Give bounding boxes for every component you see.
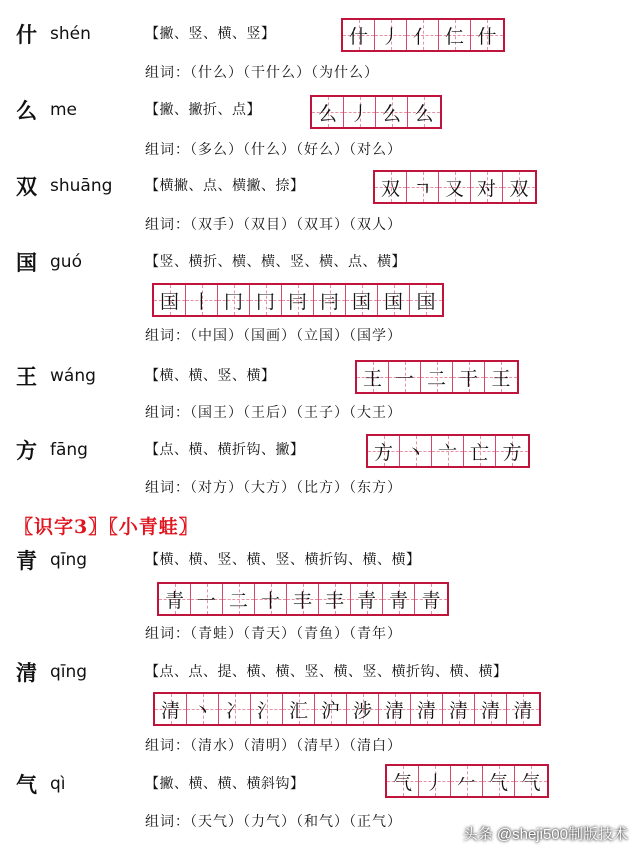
stroke-glyph: 对: [476, 177, 496, 200]
stroke-cell: [379, 694, 411, 724]
stroke-order-text: 【点、横、横折钩、撇】: [145, 442, 305, 458]
stroke-glyph: 双: [509, 177, 529, 200]
stroke-cell: [346, 285, 378, 315]
stroke-cell: [187, 694, 219, 724]
stroke-glyph: 丿: [349, 102, 369, 125]
stroke-cell: [421, 362, 453, 392]
stroke-cell: [344, 97, 376, 127]
stroke-grid: [153, 692, 541, 726]
stroke-cell: [251, 694, 283, 724]
stroke-glyph: 么: [317, 102, 337, 125]
stroke-cell: [419, 766, 451, 796]
stroke-cell: [451, 766, 483, 796]
pinyin: fāng: [50, 440, 88, 460]
stroke-glyph: 国: [383, 290, 403, 313]
stroke-glyph: 王: [491, 367, 511, 390]
stroke-order-text: 【横、横、竖、横】: [145, 368, 276, 384]
stroke-cell: [218, 285, 250, 315]
stroke-cell: [387, 766, 419, 796]
stroke-cell: [443, 694, 475, 724]
stroke-cell: [375, 172, 407, 202]
stroke-glyph: 冂: [255, 290, 275, 313]
stroke-cell: [507, 694, 539, 724]
pinyin: qīng: [50, 662, 88, 682]
stroke-cell: [312, 97, 344, 127]
stroke-glyph: 二: [426, 367, 446, 390]
stroke-cell: [343, 20, 375, 50]
stroke-glyph: 丿: [380, 25, 400, 48]
stroke-glyph: 一: [394, 367, 414, 390]
stroke-cell: [453, 362, 485, 392]
character: 双: [16, 174, 37, 199]
stroke-glyph: 又: [444, 177, 464, 200]
stroke-order-text: 【横、横、竖、横、竖、横折钩、横、横】: [145, 552, 421, 568]
stroke-glyph: 么: [414, 102, 434, 125]
stroke-glyph: 青: [388, 589, 408, 612]
stroke-cell: [475, 694, 507, 724]
stroke-cell: [155, 694, 187, 724]
stroke-glyph: 𠂉: [456, 771, 476, 794]
character: 么: [16, 98, 37, 123]
stroke-cell: [471, 172, 503, 202]
pinyin: shuāng: [50, 176, 113, 196]
stroke-cell: [439, 20, 471, 50]
pinyin: qīng: [50, 550, 88, 570]
stroke-glyph: 国: [159, 290, 179, 313]
stroke-cell: [408, 97, 440, 127]
stroke-glyph: 一: [196, 589, 216, 612]
pinyin: me: [50, 100, 78, 120]
stroke-glyph: 冃: [319, 290, 339, 313]
stroke-glyph: 涉: [352, 699, 372, 722]
stroke-glyph: 丨: [191, 290, 211, 313]
stroke-cell: [485, 362, 517, 392]
stroke-glyph: 冃: [287, 290, 307, 313]
stroke-cell: [282, 285, 314, 315]
stroke-glyph: 清: [448, 699, 468, 722]
stroke-order-text: 【横撇、点、横撇、捺】: [145, 178, 305, 194]
stroke-grid: [355, 360, 519, 394]
stroke-glyph: ㄱ: [413, 177, 432, 200]
stroke-glyph: 二: [228, 589, 248, 612]
stroke-cell: [483, 766, 515, 796]
stroke-glyph: 青: [421, 589, 441, 612]
word-examples: 组词：（清水）（清明）（清早）（清白）: [145, 738, 402, 754]
stroke-glyph: 亻: [412, 25, 432, 48]
stroke-grid: [157, 582, 449, 616]
stroke-cell: [376, 97, 408, 127]
stroke-glyph: 青: [164, 589, 184, 612]
stroke-cell: [378, 285, 410, 315]
stroke-glyph: 双: [380, 177, 400, 200]
stroke-glyph: 清: [416, 699, 436, 722]
stroke-glyph: 清: [513, 699, 533, 722]
stroke-glyph: 仁: [444, 25, 464, 48]
stroke-grid: [366, 434, 530, 468]
stroke-glyph: 清: [384, 699, 404, 722]
stroke-cell: [315, 694, 347, 724]
stroke-glyph: 汇: [288, 699, 308, 722]
stroke-cell: [191, 584, 223, 614]
stroke-cell: [283, 694, 315, 724]
stroke-glyph: 清: [480, 699, 500, 722]
stroke-glyph: 清: [160, 699, 180, 722]
stroke-cell: [389, 362, 421, 392]
stroke-glyph: 沪: [320, 699, 340, 722]
stroke-cell: [432, 436, 464, 466]
stroke-cell: [347, 694, 379, 724]
stroke-grid: [341, 18, 505, 52]
stroke-cell: [319, 584, 351, 614]
word-examples: 组词：（中国）（国画）（立国）（国学）: [145, 328, 402, 344]
stroke-order-text: 【点、点、提、横、横、竖、横、竖、横折钩、横、横】: [145, 664, 508, 680]
stroke-glyph: 丰: [324, 589, 344, 612]
stroke-glyph: 十: [260, 589, 280, 612]
stroke-grid: [152, 283, 444, 317]
stroke-glyph: 冫: [224, 699, 244, 722]
stroke-order-text: 【撇、撇折、点】: [145, 102, 261, 118]
stroke-order-text: 【撇、横、横、横斜钩】: [145, 776, 305, 792]
stroke-cell: [154, 285, 186, 315]
word-examples: 组词：（双手）（双目）（双耳）（双人）: [145, 217, 402, 233]
stroke-cell: [515, 766, 547, 796]
stroke-cell: [439, 172, 471, 202]
stroke-glyph: 国: [416, 290, 436, 313]
stroke-grid: [385, 764, 549, 798]
stroke-glyph: 冂: [223, 290, 243, 313]
stroke-cell: [357, 362, 389, 392]
character: 国: [16, 250, 37, 275]
stroke-order-text: 【撇、竖、横、竖】: [145, 26, 276, 42]
stroke-glyph: 气: [521, 771, 541, 794]
stroke-grid: [310, 95, 442, 129]
stroke-glyph: 什: [477, 25, 497, 48]
stroke-glyph: 丿: [424, 771, 444, 794]
stroke-cell: [255, 584, 287, 614]
stroke-glyph: 气: [392, 771, 412, 794]
pinyin: qì: [50, 774, 66, 794]
stroke-cell: [464, 436, 496, 466]
stroke-cell: [411, 694, 443, 724]
stroke-glyph: 国: [351, 290, 371, 313]
word-examples: 组词：（国王）（王后）（王子）（大王）: [145, 405, 402, 421]
stroke-glyph: 什: [348, 25, 368, 48]
stroke-glyph: 氵: [256, 699, 276, 722]
stroke-glyph: 干: [458, 367, 478, 390]
character: 方: [16, 438, 37, 463]
section-title: 〖识字3〗〖小青蛙〗: [14, 516, 199, 538]
stroke-cell: [368, 436, 400, 466]
stroke-cell: [186, 285, 218, 315]
pinyin: guó: [50, 252, 82, 272]
stroke-order-text: 【竖、横折、横、横、竖、横、点、横】: [145, 254, 406, 270]
stroke-glyph: 亡: [469, 441, 489, 464]
stroke-cell: [314, 285, 346, 315]
stroke-glyph: 丶: [192, 699, 212, 722]
stroke-cell: [375, 20, 407, 50]
pinyin: wáng: [50, 366, 96, 386]
stroke-glyph: 方: [502, 441, 522, 464]
character: 清: [16, 660, 37, 685]
word-examples: 组词：（对方）（大方）（比方）（东方）: [145, 480, 402, 496]
stroke-cell: [471, 20, 503, 50]
character: 气: [16, 772, 37, 797]
stroke-cell: [287, 584, 319, 614]
stroke-cell: [383, 584, 415, 614]
character: 王: [16, 364, 37, 389]
stroke-cell: [351, 584, 383, 614]
word-examples: 组词：（什么）（干什么）（为什么）: [145, 65, 379, 81]
stroke-glyph: 丰: [292, 589, 312, 612]
stroke-glyph: 丶: [405, 441, 425, 464]
stroke-cell: [503, 172, 535, 202]
watermark: 头条 @sheji500制版技术: [462, 826, 628, 843]
stroke-cell: [223, 584, 255, 614]
stroke-cell: [496, 436, 528, 466]
stroke-glyph: 王: [362, 367, 382, 390]
character: 青: [16, 548, 37, 573]
word-examples: 组词：（多么）（什么）（好么）（对么）: [145, 142, 402, 158]
stroke-cell: [159, 584, 191, 614]
stroke-cell: [250, 285, 282, 315]
stroke-glyph: 亠: [437, 441, 457, 464]
stroke-glyph: 方: [373, 441, 393, 464]
stroke-grid: [373, 170, 537, 204]
stroke-glyph: 么: [381, 102, 401, 125]
stroke-cell: [415, 584, 447, 614]
word-examples: 组词：（青蛙）（青天）（青鱼）（青年）: [145, 626, 402, 642]
stroke-cell: [410, 285, 442, 315]
word-examples: 组词：（天气）（力气）（和气）（正气）: [145, 814, 402, 830]
stroke-cell: [400, 436, 432, 466]
character: 什: [16, 22, 37, 47]
pinyin: shén: [50, 24, 91, 44]
stroke-glyph: 气: [488, 771, 508, 794]
stroke-glyph: 青: [356, 589, 376, 612]
stroke-cell: [407, 20, 439, 50]
stroke-cell: [219, 694, 251, 724]
stroke-cell: [407, 172, 439, 202]
